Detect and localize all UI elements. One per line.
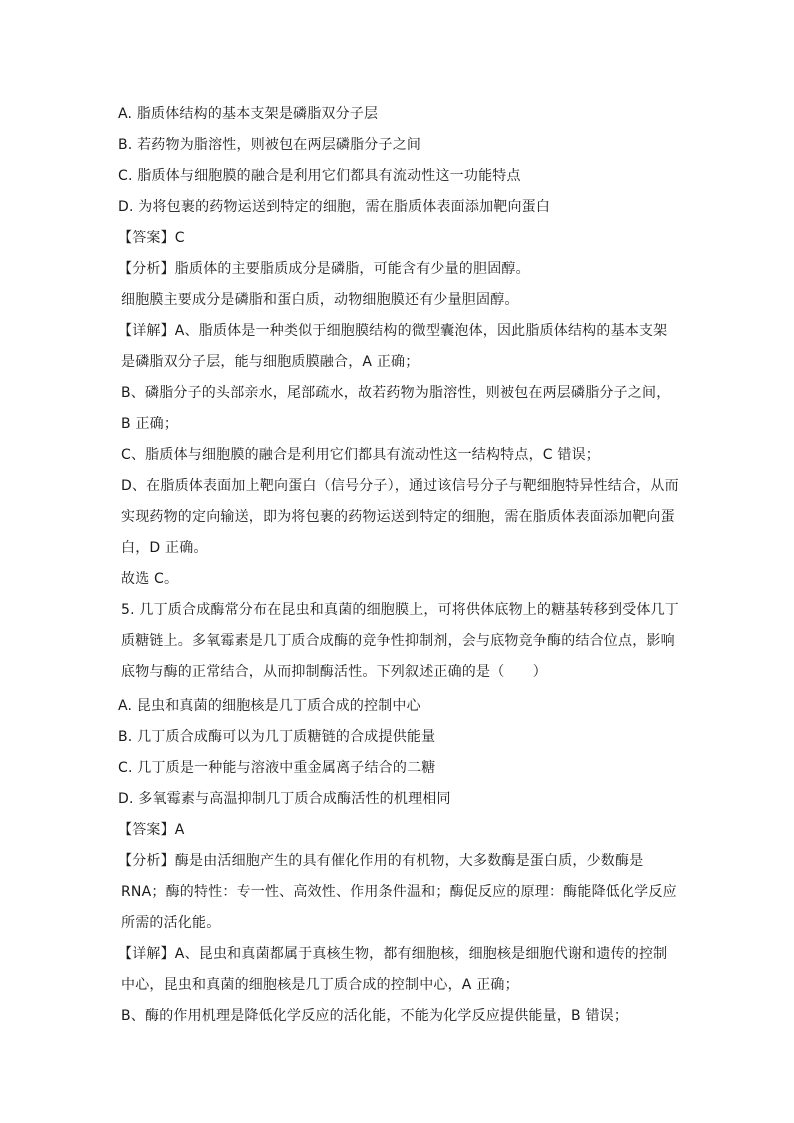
q4-detail-line: 白，D 正确。 bbox=[121, 540, 208, 556]
q5-detail-line: B、酶的作用机理是降低化学反应的活化能，不能为化学反应提供能量，B 错误； bbox=[121, 1008, 629, 1024]
q4-detail-line: 【详解】A、脂质体是一种类似于细胞膜结构的微型囊泡体，因此脂质体结构的基本支架 bbox=[118, 323, 668, 339]
q4-analysis-line: 细胞膜主要成分是磷脂和蛋白质，动物细胞膜还有少量胆固醇。 bbox=[121, 292, 519, 308]
q4-detail-line: 实现药物的定向输送，即为将包裹的药物运送到特定的细胞，需在脂质体表面添加靶向蛋 bbox=[121, 509, 675, 525]
q4-option-a: A. 脂质体结构的基本支架是磷脂双分子层 bbox=[118, 106, 379, 122]
q5-option-c: C. 几丁质是一种能与溶液中重金属离子结合的二糖 bbox=[118, 760, 436, 776]
q5-option-a: A. 昆虫和真菌的细胞核是几丁质合成的控制中心 bbox=[118, 698, 421, 714]
q5-option-d: D. 多氧霉素与高温抑制几丁质合成酶活性的机理相同 bbox=[118, 791, 451, 807]
q4-answer: 【答案】C bbox=[118, 230, 185, 246]
q5-detail-line: 【详解】A、昆虫和真菌都属于真核生物，都有细胞核，细胞核是细胞代谢和遗传的控制 bbox=[118, 946, 668, 962]
q4-detail-line: B 正确； bbox=[121, 416, 179, 432]
q5-stem-line: 底物与酶的正常结合，从而抑制酶活性。下列叙述正确的是（ ） bbox=[121, 664, 547, 680]
q5-analysis-line: RNA；酶的特性：专一性、高效性、作用条件温和；酶促反应的原理：酶能降低化学反应 bbox=[121, 884, 677, 900]
q4-detail-line: D、在脂质体表面加上靶向蛋白（信号分子），通过该信号分子与靶细胞特异性结合，从而 bbox=[121, 478, 679, 494]
q4-detail-line: 是磷脂双分子层，能与细胞质膜融合，A 正确； bbox=[121, 354, 420, 370]
q5-stem-line: 质糖链上。多氧霉素是几丁质合成酶的竞争性抑制剂，会与底物竞争酶的结合位点，影响 bbox=[121, 633, 675, 649]
q5-option-b: B. 几丁质合成酶可以为几丁质糖链的合成提供能量 bbox=[118, 729, 436, 745]
q4-detail-line: C、脂质体与细胞膜的融合是利用它们都具有流动性这一结构特点，C 错误； bbox=[121, 447, 600, 463]
q5-stem-line: 5. 几丁质合成酶常分布在昆虫和真菌的细胞膜上，可将供体底物上的糖基转移到受体几丁 bbox=[121, 602, 680, 618]
q5-analysis-line: 所需的活化能。 bbox=[121, 915, 221, 931]
q5-detail-line: 中心，昆虫和真菌的细胞核是几丁质合成的控制中心，A 正确； bbox=[121, 977, 519, 993]
q4-option-d: D. 为将包裹的药物运送到特定的细胞，需在脂质体表面添加靶向蛋白 bbox=[118, 199, 551, 215]
q4-conclusion: 故选 C。 bbox=[121, 571, 179, 587]
q4-detail-line: B、磷脂分子的头部亲水，尾部疏水，故若药物为脂溶性，则被包在两层磷脂分子之间， bbox=[121, 385, 671, 401]
q4-option-c: C. 脂质体与细胞膜的融合是利用它们都具有流动性这一功能特点 bbox=[118, 168, 521, 184]
q4-option-b: B. 若药物为脂溶性，则被包在两层磷脂分子之间 bbox=[118, 137, 422, 153]
q5-answer: 【答案】A bbox=[118, 822, 185, 838]
q5-analysis-line: 【分析】酶是由活细胞产生的具有催化作用的有机物，大多数酶是蛋白质，少数酶是 bbox=[118, 853, 644, 869]
q4-analysis-line: 【分析】脂质体的主要脂质成分是磷脂，可能含有少量的胆固醇。 bbox=[118, 261, 530, 277]
